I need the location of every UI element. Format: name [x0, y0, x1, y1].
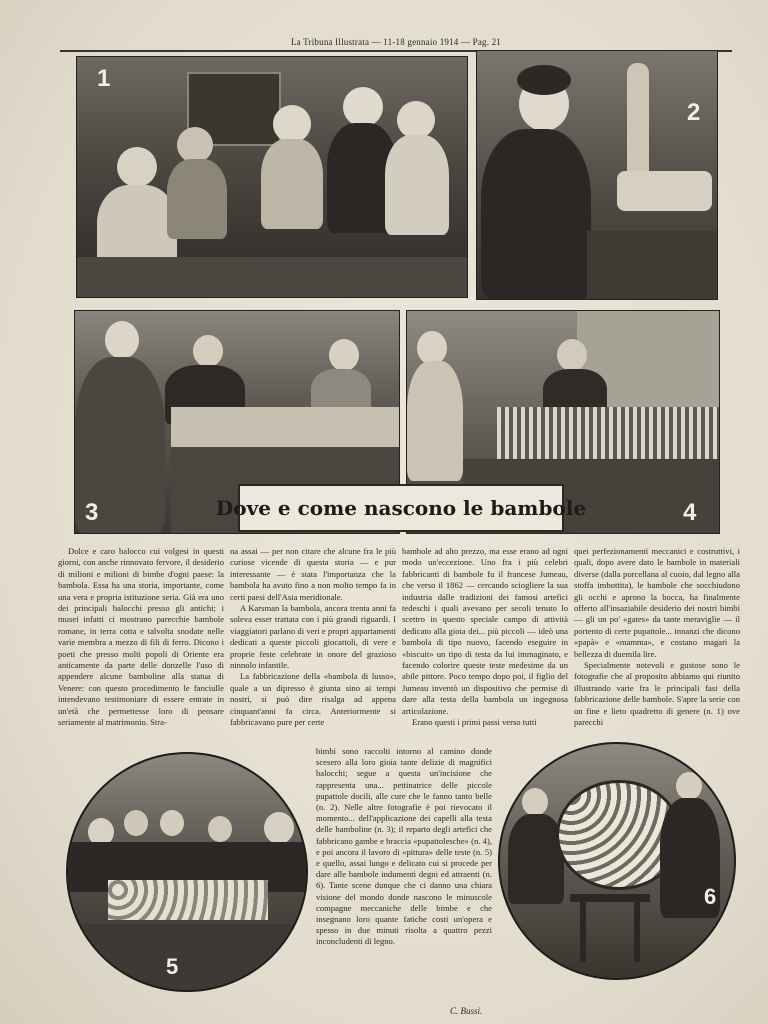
article-title-box: [215, 484, 587, 532]
text-column-3: [402, 546, 568, 738]
photo-doll-dressing: [498, 742, 736, 980]
photo-number-label: 2: [687, 99, 701, 126]
photo-number-label: 6: [704, 884, 717, 909]
text-column-1: [58, 546, 224, 738]
paragraph: bambole ad alto prezzo, ma esse erano ad ogni modo un'eccezione. Uno fra i più celebri fabbricanti di bambole fu il francese Jumeau, che verso il 1862 — cercando sciogliere la sua industria dalle tradizioni dei famosi artefici tedeschi i quali avevano per secoli tenuto lo scettro in questo speciale campo di attività dedicato alla gioia dei... più piccoli — ideò una bambola di tipo nuovo, facendo eseguire in «biscuit» un tipo di testa da lui immaginato, e facendo colorire queste teste medesime da un abile pittore. Poco tempo dopo poi, il figlio del Jumeau inventò un dispositivo che permise di dare alla testa della bambola un ingegnosa articolazione.: [402, 546, 568, 716]
paragraph: quei perfezionamenti meccanici e costruttivi, i quali, dopo avere dato le bambole in materiali diverse (dalla porcellana al cuoio, dal legno alla stoffa imbottita), le bambole che socchiudono gli occhi e aprono la bocca, ha finalmente offerto all'insaziabile desiderio dei nostri bimbi — gli un po' «gates» da tante meraviglie — il portento di certe pupattole... innanzi che dicono «papà» e «mamma», e costano magari la bellezza di duemila lire.: [574, 546, 740, 659]
paragraph: A Karsman la bambola, ancora trenta anni fa soleva esser trattata con i più grandi riguardi. I viaggiatori parlano di veri e propri appartamenti dedicati a queste piccoli giocattoli, di vere e proprie feste celebrate in onore del grazioso ninnolo infantile.: [230, 603, 396, 671]
paragraph: Erano questi i primi passi verso tutti: [412, 717, 537, 728]
photo-doll-hairdresser: [476, 50, 718, 300]
paragraph: Dolce e caro balocco cui volgesi in questi giorni, con anche rinnovato fervore, il desiderio di milioni e milioni di bimbe d'ogni paese: la bambola. Essa ha una storia, importante, come una vera e propria istituzione seria. Già era uno dei principali balocchi presso gli antichi; i musei infatti ci mostrano parecchie bambole romane, in terra cotta e talvolta snodate nelle varie membra a mezzo di fili di ferro. Dicono i poeti che presso molti popoli di Oriente era anticamente da parte delle donzelle l'uso di appendere alcune bamboline alla statua di Venere: con questo procedimento le fanciulle intendevano testimoniare di essere entrate in un'età che permettesse loro di pensare seriamente al matrimonio. Stra-: [58, 546, 224, 728]
text-column-4: [574, 546, 740, 738]
page-header: La Tribuna Illustrata — 11-18 gennaio 1914 — Pag. 21: [60, 36, 732, 52]
article-title: Dove e come nascono le bambole: [215, 496, 587, 520]
photo-number-label: 4: [683, 499, 697, 526]
photo-number-label: 3: [85, 499, 99, 526]
text-column-center: [316, 746, 492, 1012]
paragraph: Specialmente notevoli e gustose sono le fotografie che al proposito abbiamo qui riunito illustrando varie fra le principali fasi della fabbricazione delle bambole. S'apre la serie con un fine e lieto quadretto di genere (n. 1) ove parecchi: [574, 660, 740, 728]
photo-number-label: 1: [97, 65, 111, 92]
photo-head-painting: [66, 752, 308, 992]
photo-children-with-dolls: [76, 56, 468, 298]
text-column-2: [230, 546, 396, 738]
paragraph: na assai — per non citare che alcune fra le più curiose vicende di questa storia — e pur interessante — è stata l'importanza che la bambola ha avuto fino a non molto tempo fa in certi paesi dell'Asia meridionale.: [230, 546, 396, 602]
photo-number-label: 5: [166, 954, 179, 979]
author-signature: C. Bussi.: [450, 1006, 483, 1016]
paragraph: bimbi sono raccolti intorno al camino donde scesero alla loro gioia tante delizie di magnifici balocchi; segue a questa un'incisione che rappresenta una... pettinatrice delle piccole pupattole docili, alle cure che le fanno tanto belle (n. 2). Nelle altre fotografie è poi rievocato il momento... dell'applicazione dei capelli alla testa delle bamboline (n. 3); il reparto degli artefici che fabbricano gambe e braccia «pupattolesche» (n. 4), e poi ancora il lavoro di «pittura» delle teste (n. 5) e quello, assai lungo e delicato cui si procede per dare alle bambole indumenti degni ed attraenti (n. 6). Tante scene dunque che ci danno una chiara visione del mondo donde nascono le minuscole compagne meccaniche delle bimbe e che insegnano loro quante fatiche costi un'opera e spesso in due minuti risolta a quattro pezzi inconcludenti di legno.: [316, 746, 492, 947]
paragraph: La fabbricazione della «bambola di lusso», quale a un dipresso è giunta sino ai tempi nostri, si può dire risalga ad appena cinquant'anni fa circa. Anteriormente si fabbricavano pure per certe: [230, 671, 396, 728]
